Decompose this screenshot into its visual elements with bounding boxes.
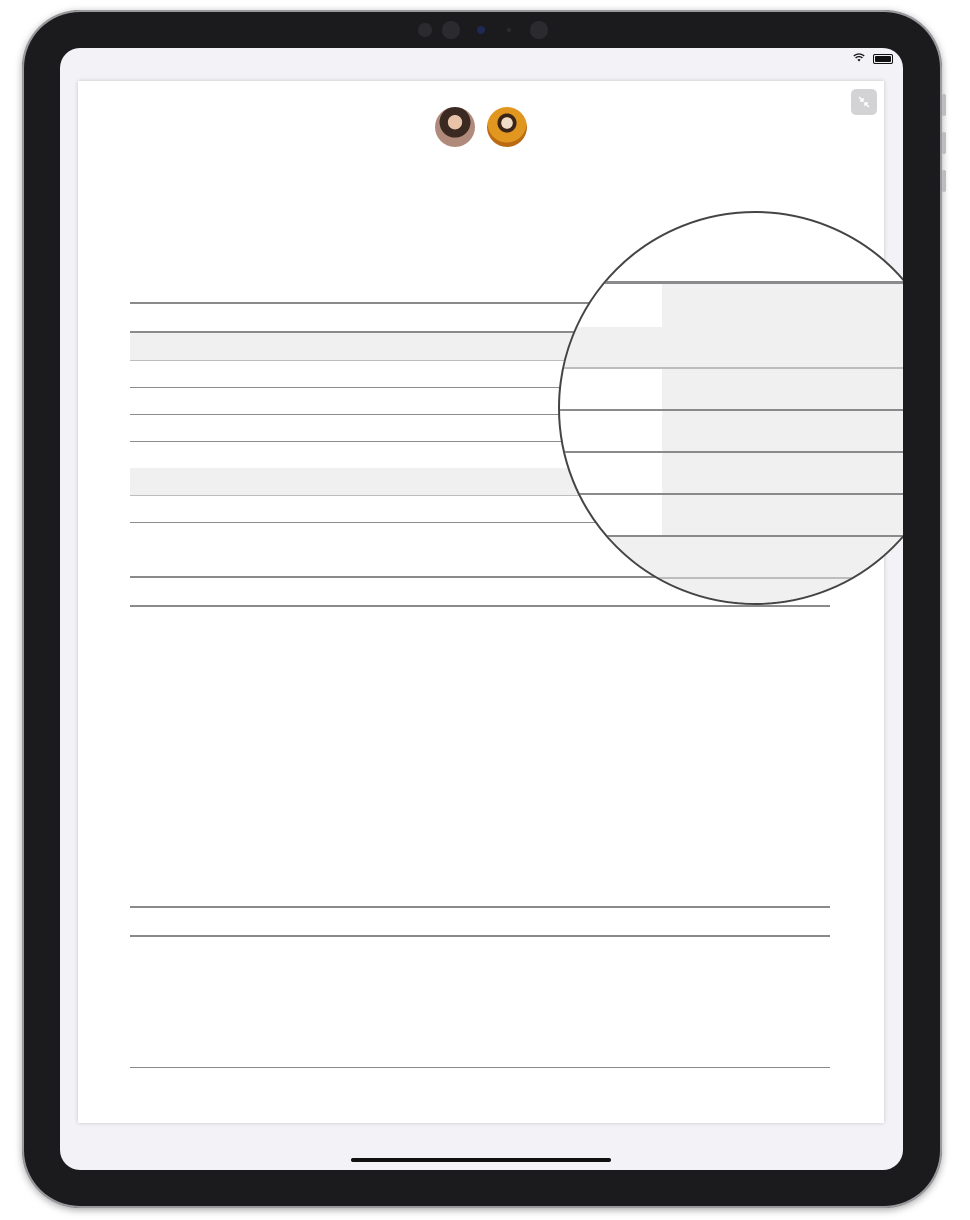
volume-button — [942, 132, 946, 154]
wifi-icon — [853, 53, 865, 64]
magnifier-header — [560, 281, 903, 330]
avatar-child — [487, 107, 527, 147]
collapse-arrows-icon[interactable] — [851, 89, 877, 115]
battery-icon — [873, 54, 893, 64]
magnifier-lens — [558, 211, 903, 605]
camera-dot — [418, 23, 432, 37]
magnifier-row — [560, 579, 903, 605]
volume-button — [942, 170, 946, 192]
camera-dot — [442, 21, 460, 39]
camera-dot — [507, 28, 511, 32]
magnifier-column-bg — [662, 579, 903, 605]
magnifier-row — [560, 453, 903, 495]
avatar-mother — [435, 107, 475, 147]
status-time-date — [75, 53, 79, 63]
magnifier-column-bg — [560, 327, 903, 367]
magnifier-column-bg — [662, 411, 903, 451]
magnifier-row — [560, 495, 903, 537]
magnifier-column-bg — [662, 369, 903, 409]
screen — [60, 48, 903, 1170]
camera-dot — [477, 26, 485, 34]
report-page[interactable] — [78, 81, 884, 1123]
status-bar — [60, 48, 903, 70]
magnifier-group-row — [560, 327, 903, 369]
magnifier-row — [560, 411, 903, 453]
volume-button — [942, 94, 946, 116]
magnifier-row — [560, 369, 903, 411]
footer[interactable] — [130, 1067, 830, 1076]
magnifier-column-bg — [662, 284, 903, 328]
magnifier-column-bg — [662, 495, 903, 535]
camera-dot — [530, 21, 548, 39]
home-indicator[interactable] — [351, 1158, 611, 1162]
table-header — [130, 908, 830, 937]
status-right — [853, 53, 893, 64]
magnifier-column-bg — [662, 453, 903, 493]
magnifier-group-row — [560, 537, 903, 579]
